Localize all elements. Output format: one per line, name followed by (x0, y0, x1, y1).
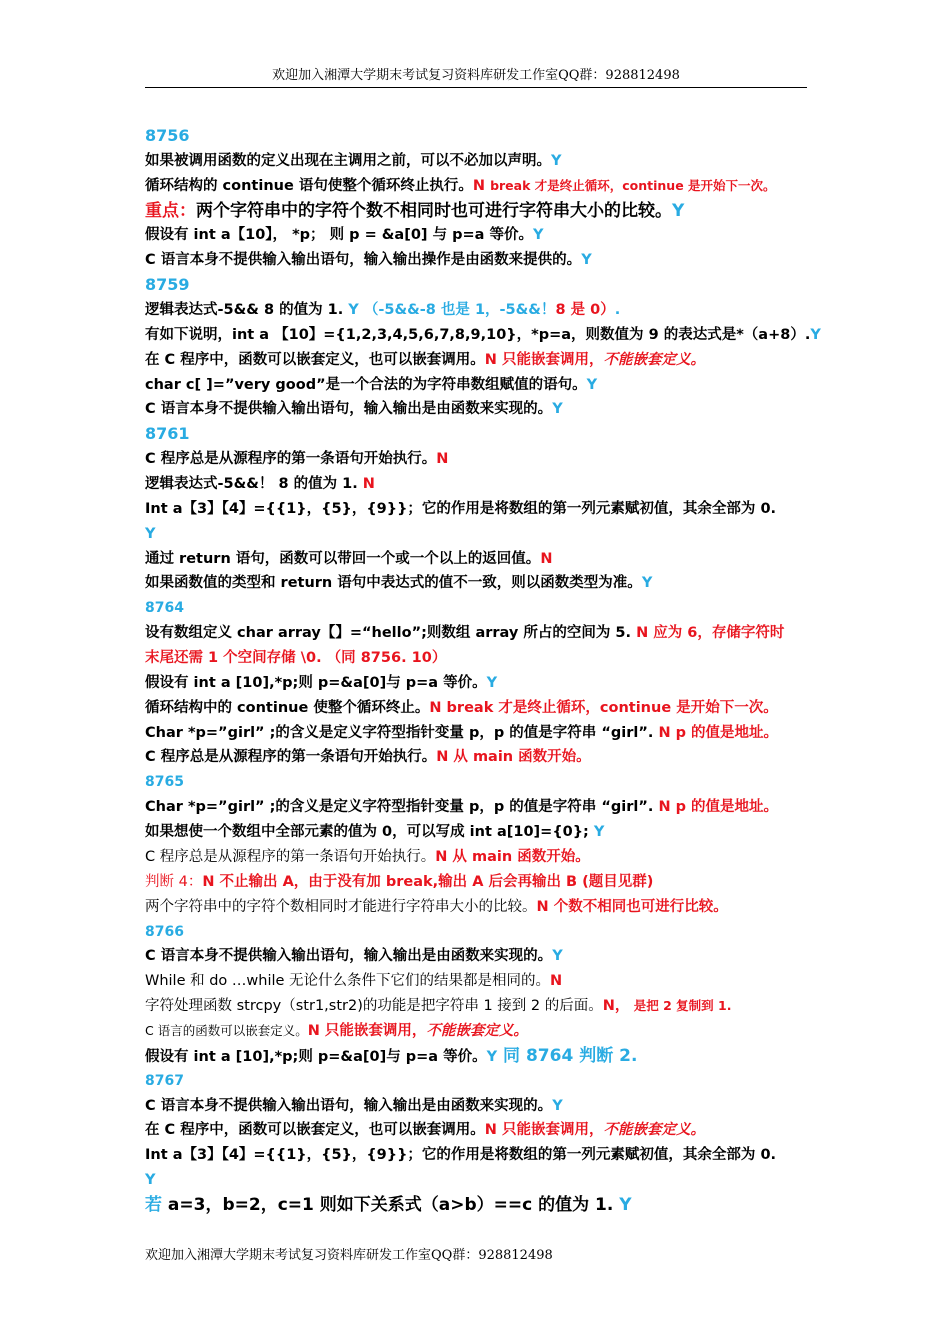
answer-mark: Y (672, 200, 685, 221)
statement-line: C 语言的函数可以嵌套定义。N 只能嵌套调用，不能嵌套定义。 (145, 1022, 528, 1039)
answer-note: 从 main 函数开始。 (448, 749, 591, 766)
statement-line: 在 C 程序中，函数可以嵌套定义，也可以嵌套调用。N 只能嵌套调用，不能嵌套定义。 (145, 1122, 705, 1139)
answer-note: break 才是终止循环，continue 是开始下一次。 (441, 699, 778, 716)
answer-mark: N (658, 799, 671, 816)
statement-line: C 程序总是从源程序的第一条语句开始执行。N 从 main 函数开始。 (145, 749, 591, 766)
answer-mark: Y (581, 252, 592, 269)
answer-note-italic: 不能嵌套定义。 (603, 351, 705, 368)
answer-mark: Y (486, 1048, 498, 1065)
answer-mark: Y (145, 525, 156, 542)
answer-note: （-5&&-8 也是 1，-5&&！ (363, 302, 556, 319)
section-heading-8764: 8764 (145, 600, 184, 617)
answer-mark: Y (348, 302, 359, 319)
answer-mark: N (484, 351, 497, 368)
answer-note: 不止输出 A，由于没有加 break,输出 A 后会再输出 B (题目见群) (214, 873, 654, 890)
answer-mark: N (658, 724, 671, 741)
section-heading-8761: 8761 (145, 424, 190, 444)
answer-note-italic: 不能嵌套定义。 (603, 1122, 705, 1139)
answer-note: 是把 2 复制到 1. (629, 998, 732, 1014)
answer-mark: Y (552, 1097, 563, 1114)
answer-mark: N (202, 873, 215, 890)
statement-line: Int a【3】【4】={{1}，{5}，{9}}；它的作用是将数组的第一列元素赋初值，其余全部为 0. (145, 1147, 777, 1164)
statement-line-continued (145, 522, 813, 547)
statement-line: 假设有 int a【10】， *p； 则 p = &a[0] 与 p=a 等价。Y (145, 227, 544, 244)
answer-mark: N (436, 451, 449, 468)
answer-note: 同 8764 判断 2. (497, 1045, 638, 1066)
statement-line: 通过 return 语句，函数可以带回一个或一个以上的返回值。N (145, 550, 553, 567)
answer-mark: N (636, 625, 649, 642)
answer-mark: N (362, 476, 375, 493)
answer-note: p 的值是地址。 (670, 799, 779, 816)
answer-mark: Y (593, 824, 605, 841)
section-heading-8759: 8759 (145, 275, 190, 295)
answer-mark: N (429, 699, 442, 716)
statement-line: 循环结构的 continue 语句使整个循环终止执行。N break 才是终止循环，continue 是开始下一次。 (145, 177, 776, 194)
answer-mark: N (472, 177, 485, 194)
answer-mark: Y (145, 1172, 156, 1189)
document-body (145, 124, 821, 1218)
answer-note: 末尾还需 1 个空间存储 \0. （同 8756. 10） (145, 650, 447, 667)
key-point-label: 重点： (145, 200, 196, 221)
statement-line: C 程序总是从源程序的第一条语句开始执行。N (145, 451, 449, 468)
statement-line: C 语言本身不提供输入输出语句，输入输出是由函数来实现的。Y (145, 1097, 563, 1114)
answer-mark: N (307, 1022, 320, 1039)
statement-line: 如果函数值的类型和 return 语句中表达式的值不一致，则以函数类型为准。Y (145, 575, 653, 592)
statement-line: 判断 4：N 不止输出 A，由于没有加 break,输出 A 后会再输出 B (题目见群) (145, 873, 654, 890)
answer-note: 只能嵌套调用， (319, 1022, 427, 1039)
statement-line: 两个字符串中的字符个数相同时才能进行字符串大小的比较。N 个数不相同也可进行比较。 (145, 898, 728, 915)
statement-line: 循环结构中的 continue 使整个循环终止。N break 才是终止循环，continue 是开始下一次。 (145, 699, 778, 716)
statement-line: 重点：两个字符串中的字符个数不相同时也可进行字符串大小的比较。Y (145, 200, 685, 221)
page-footer: 欢迎加入湘潭大学期末考试复习资料库研发工作室QQ群：928812498 (145, 1248, 553, 1263)
answer-note: p 的值是地址。 (670, 724, 779, 741)
answer-mark: N (536, 898, 549, 915)
statement-line: 如果想使一个数组中全部元素的值为 0，可以写成 int a[10]={0}; Y (145, 824, 605, 841)
statement-line: 假设有 int a [10],*p;则 p=&a[0]与 p=a 等价。Y 同 8764 判断 2. (145, 1045, 638, 1066)
answer-mark: Y (486, 674, 498, 691)
statement-line: 假设有 int a [10],*p;则 p=&a[0]与 p=a 等价。Y (145, 674, 498, 691)
answer-mark: Y (551, 152, 562, 169)
statement-line: 如果被调用函数的定义出现在主调用之前，可以不必加以声明。Y (145, 152, 562, 169)
statement-line: C 语言本身不提供输入输出语句，输入输出是由函数来实现的。Y (145, 948, 563, 965)
answer-mark: Y (552, 948, 563, 965)
statement-line-continued (145, 646, 813, 671)
answer-mark: N (436, 749, 449, 766)
statement-line: 若 a=3，b=2，c=1 则如下关系式（a>b）==c 的值为 1. Y (145, 1194, 632, 1215)
answer-note: 应为 6，存储字符时 (648, 625, 785, 642)
statement-line: C 程序总是从源程序的第一条语句开始执行。N 从 main 函数开始。 (145, 848, 590, 865)
section-heading-8766: 8766 (145, 923, 184, 940)
answer-mark: N (435, 848, 448, 865)
answer-mark: Y (619, 1194, 632, 1215)
statement-line: 设有数组定义 char array【】=“hello”;则数组 array 所占的空间为 5. N 应为 6，存储字符时 (145, 625, 785, 642)
statement-line: 有如下说明，int a 【10】={1,2,3,4,5,6,7,8,9,10}，*p=a，则数值为 9 的表达式是*（a+8）.Y (145, 326, 821, 343)
answer-mark: Y (586, 376, 598, 393)
section-heading-8765: 8765 (145, 774, 184, 791)
section-heading-8756: 8756 (145, 126, 190, 145)
statement-line: 字符处理函数 strcpy（str1,str2)的功能是把字符串 1 接到 2 的后面。N， 是把 2 复制到 1. (145, 998, 732, 1015)
answer-mark: Y (533, 227, 544, 244)
answer-note: 只能嵌套调用， (496, 1122, 604, 1139)
section-heading-8767: 8767 (145, 1072, 184, 1089)
answer-mark: N (484, 1122, 497, 1139)
statement-line: Char *p=”girl” ;的含义是定义字符型指针变量 p，p 的值是字符串 “girl”. N p 的值是地址。 (145, 799, 779, 816)
answer-mark: N (550, 973, 563, 990)
answer-mark: Y (641, 575, 653, 592)
answer-mark: N， (602, 998, 630, 1015)
statement-line: C 语言本身不提供输入输出语句，输入输出操作是由函数来提供的。Y (145, 252, 592, 269)
key-word: 若 (145, 1194, 162, 1215)
statement-line: 逻辑表达式-5&& 8 的值为 1. Y （-5&&-8 也是 1，-5&&！8 是 0）. (145, 302, 621, 319)
answer-mark: N (540, 550, 553, 567)
statement-line: While 和 do …while 无论什么条件下它们的结果都是相同的。N (145, 973, 563, 990)
answer-note: 个数不相同也可进行比较。 (548, 898, 728, 915)
answer-note-italic: 不能嵌套定义。 (426, 1022, 528, 1039)
statement-line-continued (145, 1168, 813, 1193)
answer-note-highlight: 8 是 0） (555, 302, 615, 319)
header-rule (145, 87, 807, 88)
statement-line: Char *p=”girl” ;的含义是定义字符型指针变量 p，p 的值是字符串 “girl”. N p 的值是地址。 (145, 724, 779, 741)
answer-note: 只能嵌套调用， (501, 351, 604, 368)
page-header: 欢迎加入湘潭大学期末考试复习资料库研发工作室QQ群：928812498 (272, 68, 680, 83)
statement-line: C 语言本身不提供输入输出语句，输入输出是由函数来实现的。Y (145, 401, 563, 418)
answer-mark: Y (810, 326, 821, 343)
statement-line: char c[ ]=”very good”是一个合法的为字符串数组赋值的语句。Y (145, 376, 598, 393)
answer-note: 从 main 函数开始。 (447, 848, 590, 865)
statement-line: 在 C 程序中，函数可以嵌套定义，也可以嵌套调用。N 只能嵌套调用，不能嵌套定义。 (145, 351, 705, 368)
statement-line: Int a【3】【4】={{1}，{5}，{9}}；它的作用是将数组的第一列元素赋初值，其余全部为 0. (145, 500, 777, 517)
statement-line: 逻辑表达式-5&&！ 8 的值为 1. N (145, 476, 375, 493)
answer-mark: Y (552, 401, 563, 418)
answer-note: break 才是终止循环，continue 是开始下一次。 (490, 177, 776, 193)
